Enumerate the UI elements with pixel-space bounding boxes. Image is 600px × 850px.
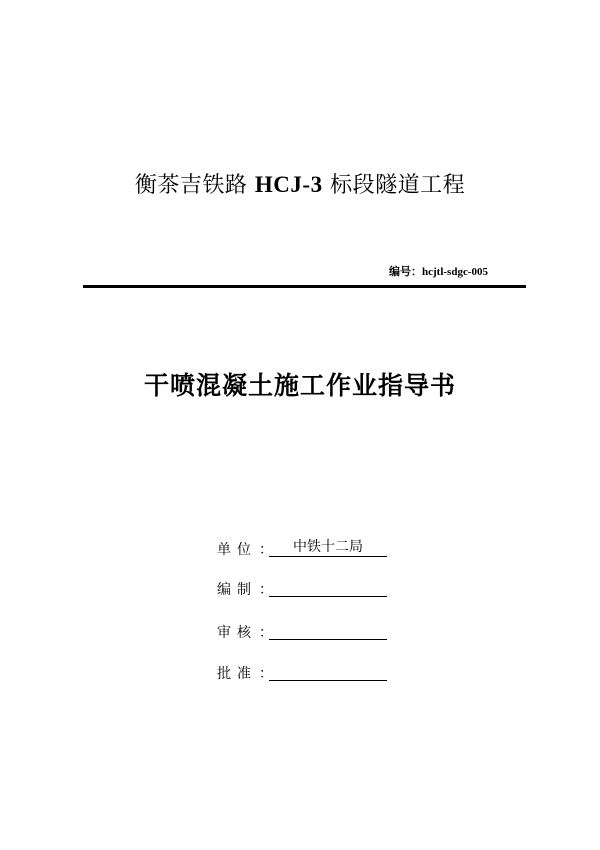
sign-row-colon: ：	[259, 666, 273, 682]
approver-field[interactable]	[269, 661, 387, 681]
sign-row-colon: ：	[259, 582, 273, 598]
document-number-label: 编号：	[389, 265, 422, 278]
document-title: 干喷混凝土施工作业指导书	[143, 371, 456, 400]
sign-row-colon: ：	[259, 542, 273, 558]
sign-row-label: 单位	[217, 542, 257, 558]
sign-row-label: 批准	[217, 666, 257, 682]
document-number-value: hcjtl-sdgc-005	[422, 266, 488, 278]
project-title	[0, 168, 600, 199]
project-title-suffix: 标段隧道工程	[330, 173, 466, 198]
unit-field[interactable]: 中铁十二局	[269, 537, 387, 557]
sign-row-colon: ：	[259, 625, 273, 641]
sign-row-label: 编制	[217, 582, 257, 598]
editor-field[interactable]	[269, 577, 387, 597]
project-title-prefix: 衡茶吉铁路	[134, 173, 248, 198]
project-title-code: HCJ-3	[254, 172, 323, 197]
header-divider	[83, 285, 526, 288]
sign-row-label: 审核	[217, 625, 257, 641]
document-number	[389, 263, 488, 279]
reviewer-field[interactable]	[269, 620, 387, 640]
